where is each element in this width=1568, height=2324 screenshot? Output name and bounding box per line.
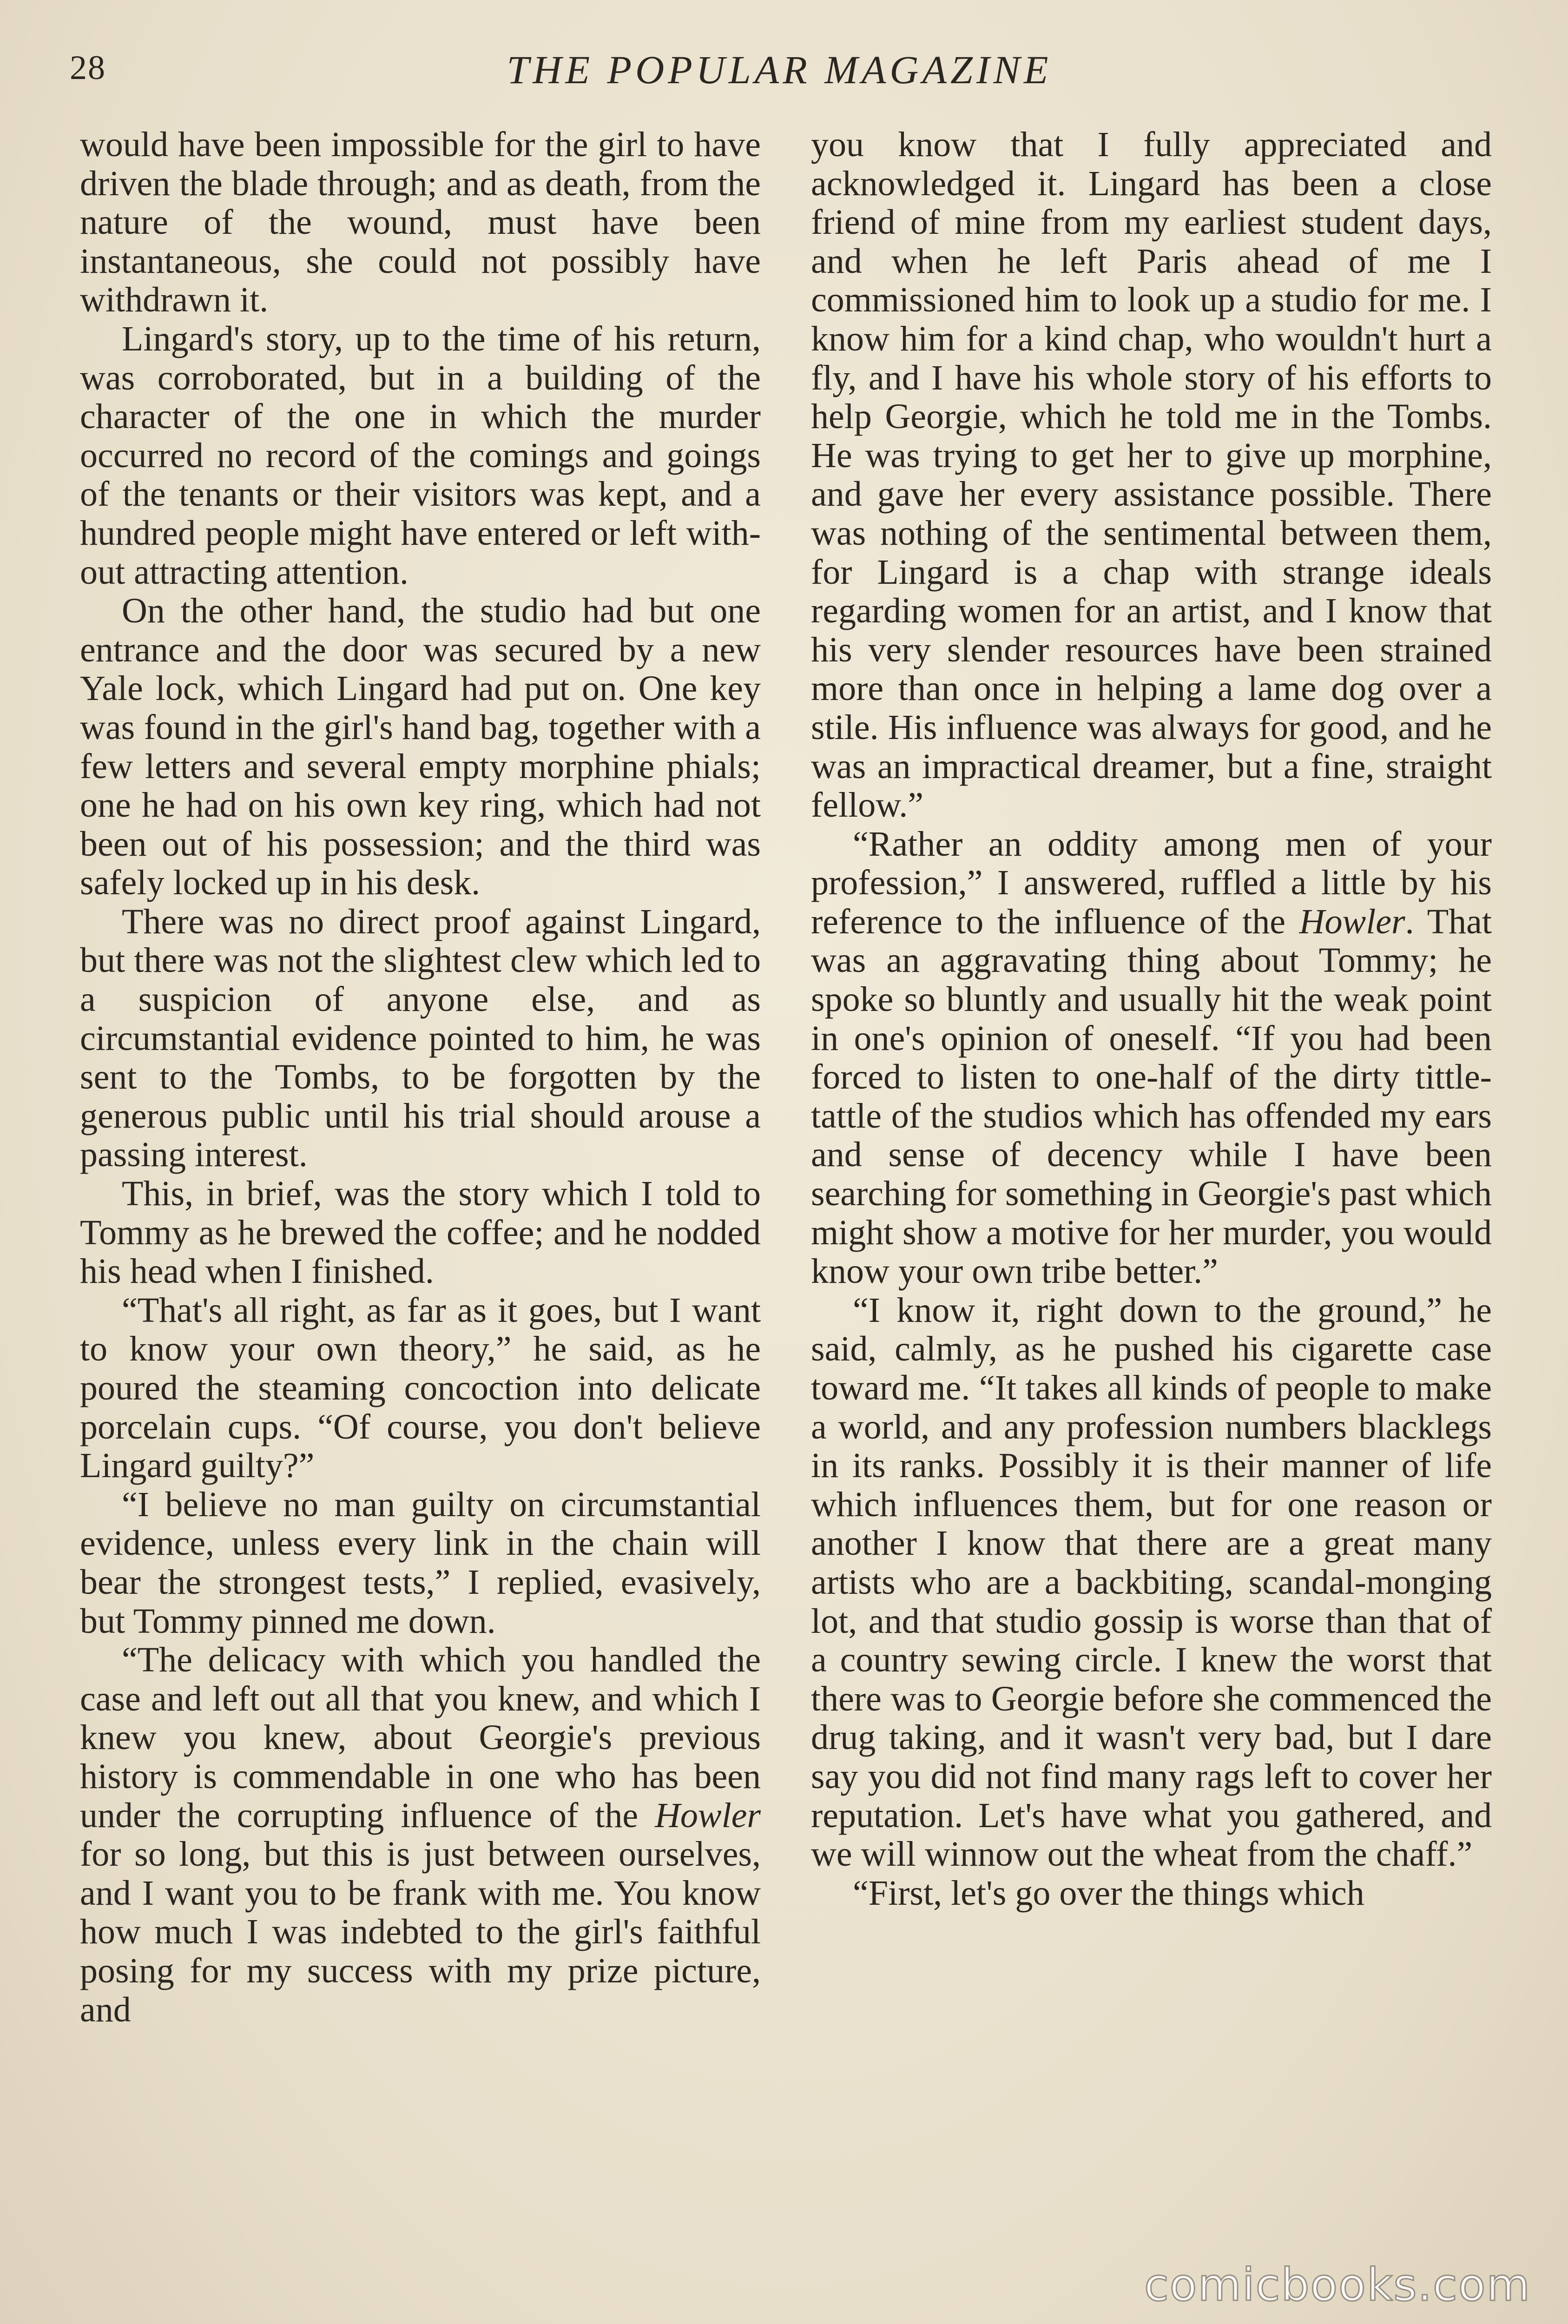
paragraph: “I believe no man guilty on circumstantial evidence, unless every link in the chain will bear the strongest tests,” I replied, evasively, but Tommy pinned me down.	[80, 1485, 761, 1641]
page-header	[70, 37, 1489, 102]
paragraph: “I know it, right down to the ground,” he said, calmly, as he pushed his cigarette case toward me. “It takes all kinds of people to make a world, and any profession numbers blacklegs in its ranks. Possibly it is their manner of life which influences them, but for one reason or another I know that there are a great many artists who are a backbiting, scandal-monging lot, and that studio gossip is worse than that of a country sewing circle. I knew the worst that there was to Georgie before she commenced the drug taking, and it wasn't very bad, but I dare say you did not find many rags left to cover her reputation. Let's have what you gathered, and we will winnow out the wheat from the chaff.”	[811, 1290, 1492, 1874]
running-title: THE POPULAR MAGAZINE	[507, 47, 1052, 92]
paragraph-text: “Rather an oddity among men of your profession,” I answered, ruffled a little by his reference to the influence of the	[811, 824, 1492, 941]
right-column	[811, 125, 1492, 1913]
left-column	[80, 125, 761, 2029]
paragraph	[811, 825, 1492, 1291]
paragraph-text: “The delicacy with which you handled the case and left out all that you knew, and which I knew you knew, about Georgie's previous history is commendable in one who has been under the corrupting influence of the	[80, 1640, 761, 1835]
paragraph-text: for so long, but this is just between ourselves, and I want you to be frank with me. You know how much I was indebted to the girl's faithful posing for my success with my prize picture, and	[80, 1835, 761, 2029]
newspaper-name: Howler	[1299, 902, 1405, 941]
paragraph: “First, let's go over the things which	[853, 1873, 1364, 1913]
paragraph: This, in brief, was the story which I told to Tommy as he brewed the coffee; and he nodded his head when I finished.	[80, 1174, 761, 1291]
paragraph: “That's all right, as far as it goes, but I want to know your own theory,” he said, as he poured the steaming concoction into delicate porcelain cups. “Of course, you don't believe Lingard guilty?”	[80, 1290, 761, 1486]
paragraph	[80, 1641, 761, 2029]
paragraph-text: . That was an aggravating thing about Tommy; he spoke so bluntly and usually hit the weak point in one's opinion of oneself. “If you had been forced to listen to one-half of the dirty tittle-tattle of the studios which has offended my ears and sense of decency while I have been searching for something in Georgie's past which might show a motive for her murder, you would know your own tribe better.”	[811, 902, 1492, 1291]
paragraph: On the other hand, the studio had but one entrance and the door was secured by a new Yale lock, which Lingard had put on. One key was found in the girl's hand bag, together with a few letters and several empty morphine phials; one he had on his own key ring, which had not been out of his possession; and the third was safely locked up in his desk.	[80, 591, 761, 903]
paragraph: There was no direct proof against Lingard, but there was not the slightest clew which led to a suspicion of anyone else, and as circumstantial evidence pointed to him, he was sent to the Tombs, to be forgotten by the generous public until his trial should arouse a passing interest.	[80, 902, 761, 1175]
paragraph: would have been impossible for the girl to have driven the blade through; and as death, from the nature of the wound, must have been instantaneous, she could not possibly have withdrawn it.	[80, 125, 761, 320]
paragraph: Lingard's story, up to the time of his return, was corroborated, but in a building of the character of the one in which the murder occurred no record of the comings and goings of the tenants or their visitors was kept, and a hundred people might have entered or left without attracting attention.	[80, 319, 761, 592]
newspaper-name: Howler	[655, 1796, 761, 1835]
watermark: comicbooks.com	[1144, 2259, 1531, 2311]
paragraph: you know that I fully appreciated and acknowledged it. Lingard has been a close friend of mine from my earliest student days, and when he left Paris ahead of me I commissioned him to look up a studio for me. I know him for a kind chap, who wouldn't hurt a fly, and I have his whole story of his efforts to help Georgie, which he told me in the Tombs. He was trying to get her to give up morphine, and gave her every assistance possible. There was nothing of the sentimental between them, for Lingard is a chap with strange ideals regarding women for an artist, and I know that his very slender resources have been strained more than once in helping a lame dog over a stile. His influence was always for good, and he was an impractical dreamer, but a fine, straight fellow.”	[811, 125, 1492, 825]
page-number: 28	[70, 49, 106, 87]
